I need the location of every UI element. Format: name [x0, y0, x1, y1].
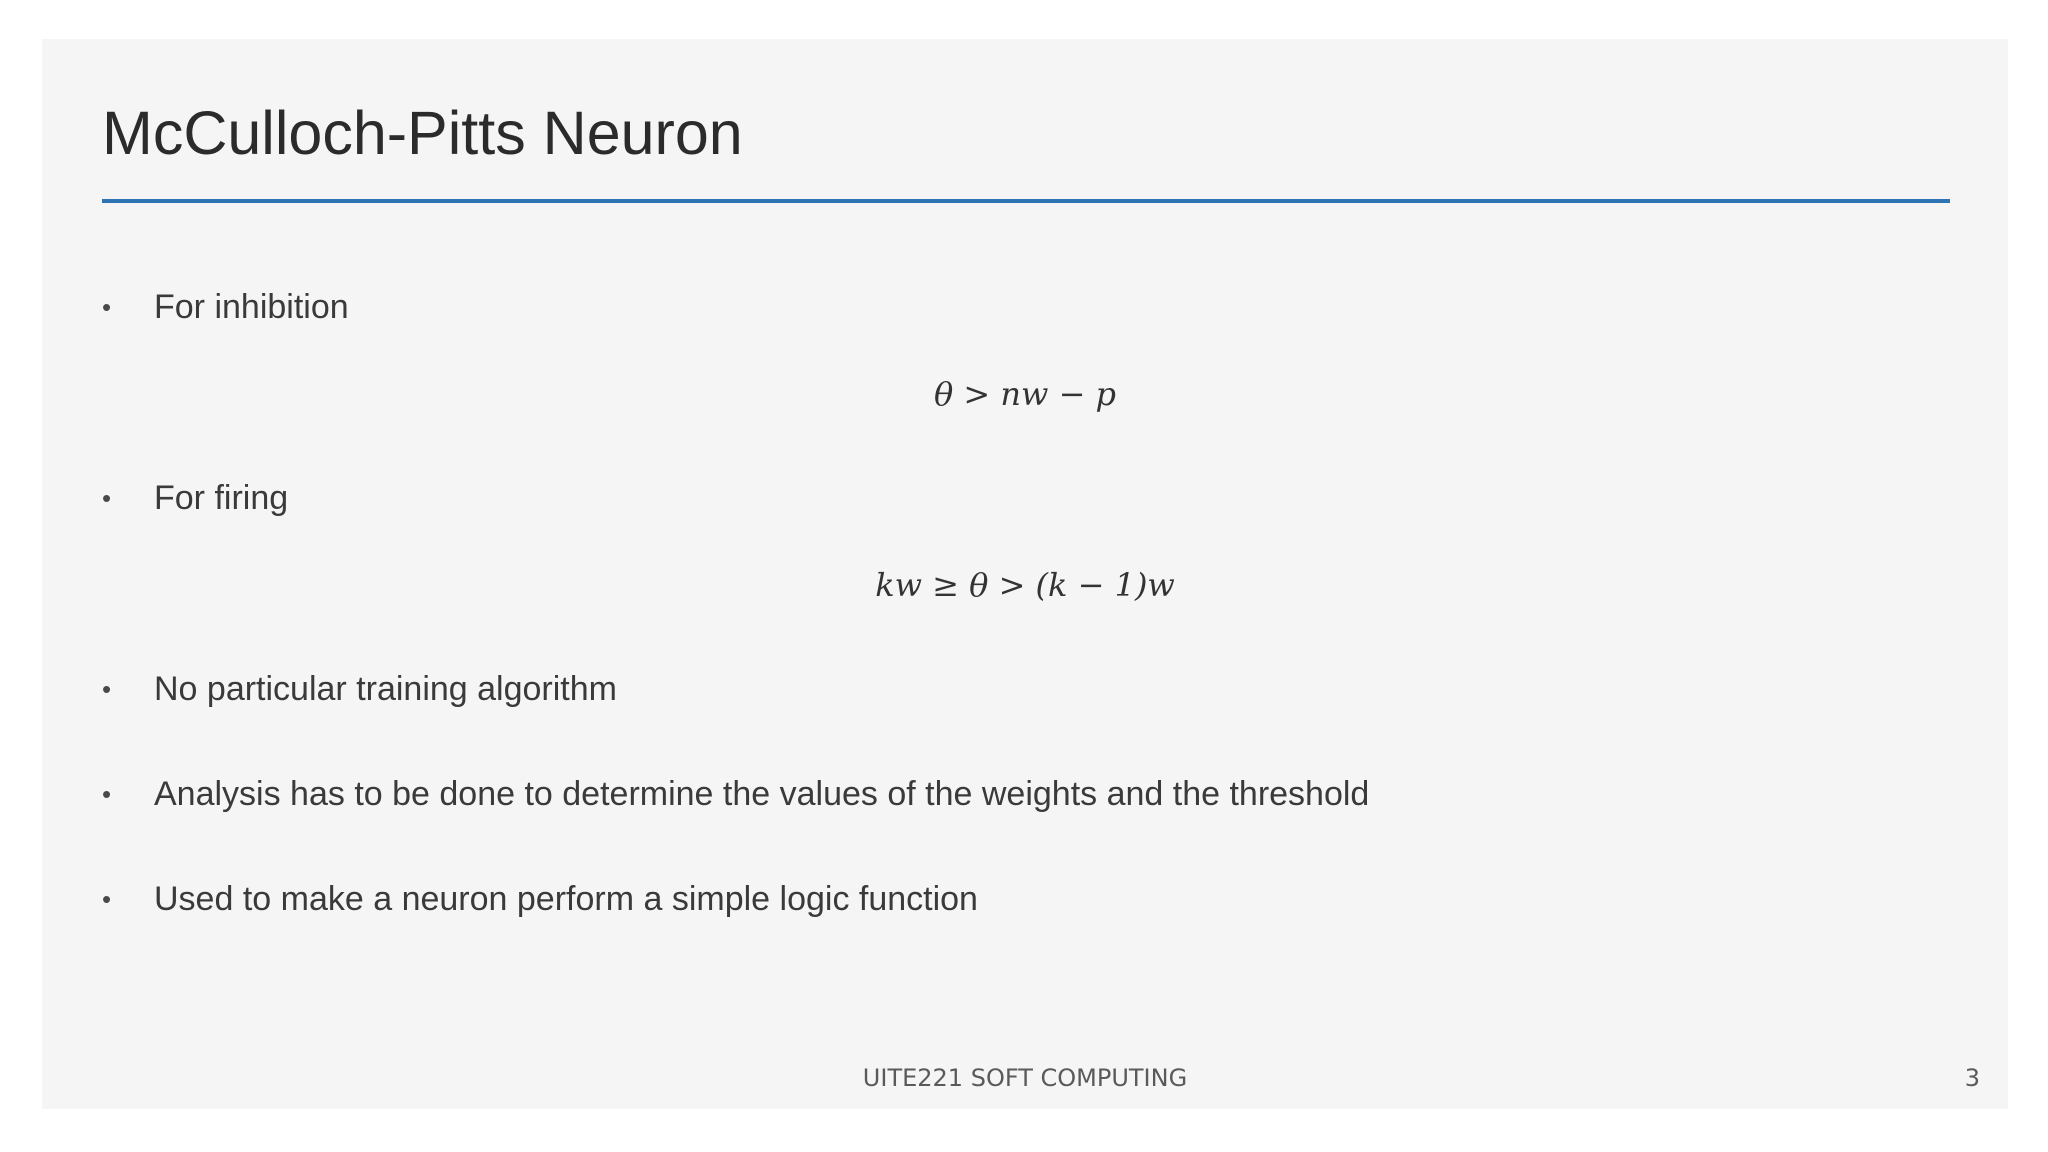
bullet-text: For firing: [154, 479, 289, 517]
bullet-text: No particular training algorithm: [154, 670, 617, 708]
page-number: 3: [1964, 1064, 1980, 1092]
bullet-icon: •: [102, 779, 112, 809]
bullet-item-training: [102, 669, 617, 709]
slide-title: McCulloch-Pitts Neuron: [102, 99, 743, 167]
bullet-icon: •: [102, 292, 112, 322]
bullet-item-logic: [102, 879, 978, 919]
bullet-item-analysis: [102, 774, 1369, 814]
equation-inhibition: θ > nw − p: [933, 375, 1117, 413]
equation-firing: kw ≥ θ > (k − 1)w: [875, 566, 1175, 604]
bullet-icon: •: [102, 884, 112, 914]
bullet-text: Analysis has to be done to determine the values of the weights and the threshold: [154, 775, 1370, 813]
bullet-item-inhibition: [102, 287, 349, 327]
slide-footer: UITE221 SOFT COMPUTING: [862, 1064, 1188, 1092]
bullet-item-firing: [102, 478, 288, 518]
slide: [42, 39, 2008, 1109]
bullet-text: Used to make a neuron perform a simple logic function: [154, 880, 978, 918]
bullet-text: For inhibition: [154, 288, 349, 326]
bullet-icon: •: [102, 483, 112, 513]
bullet-icon: •: [102, 674, 112, 704]
title-underline: [102, 199, 1950, 203]
